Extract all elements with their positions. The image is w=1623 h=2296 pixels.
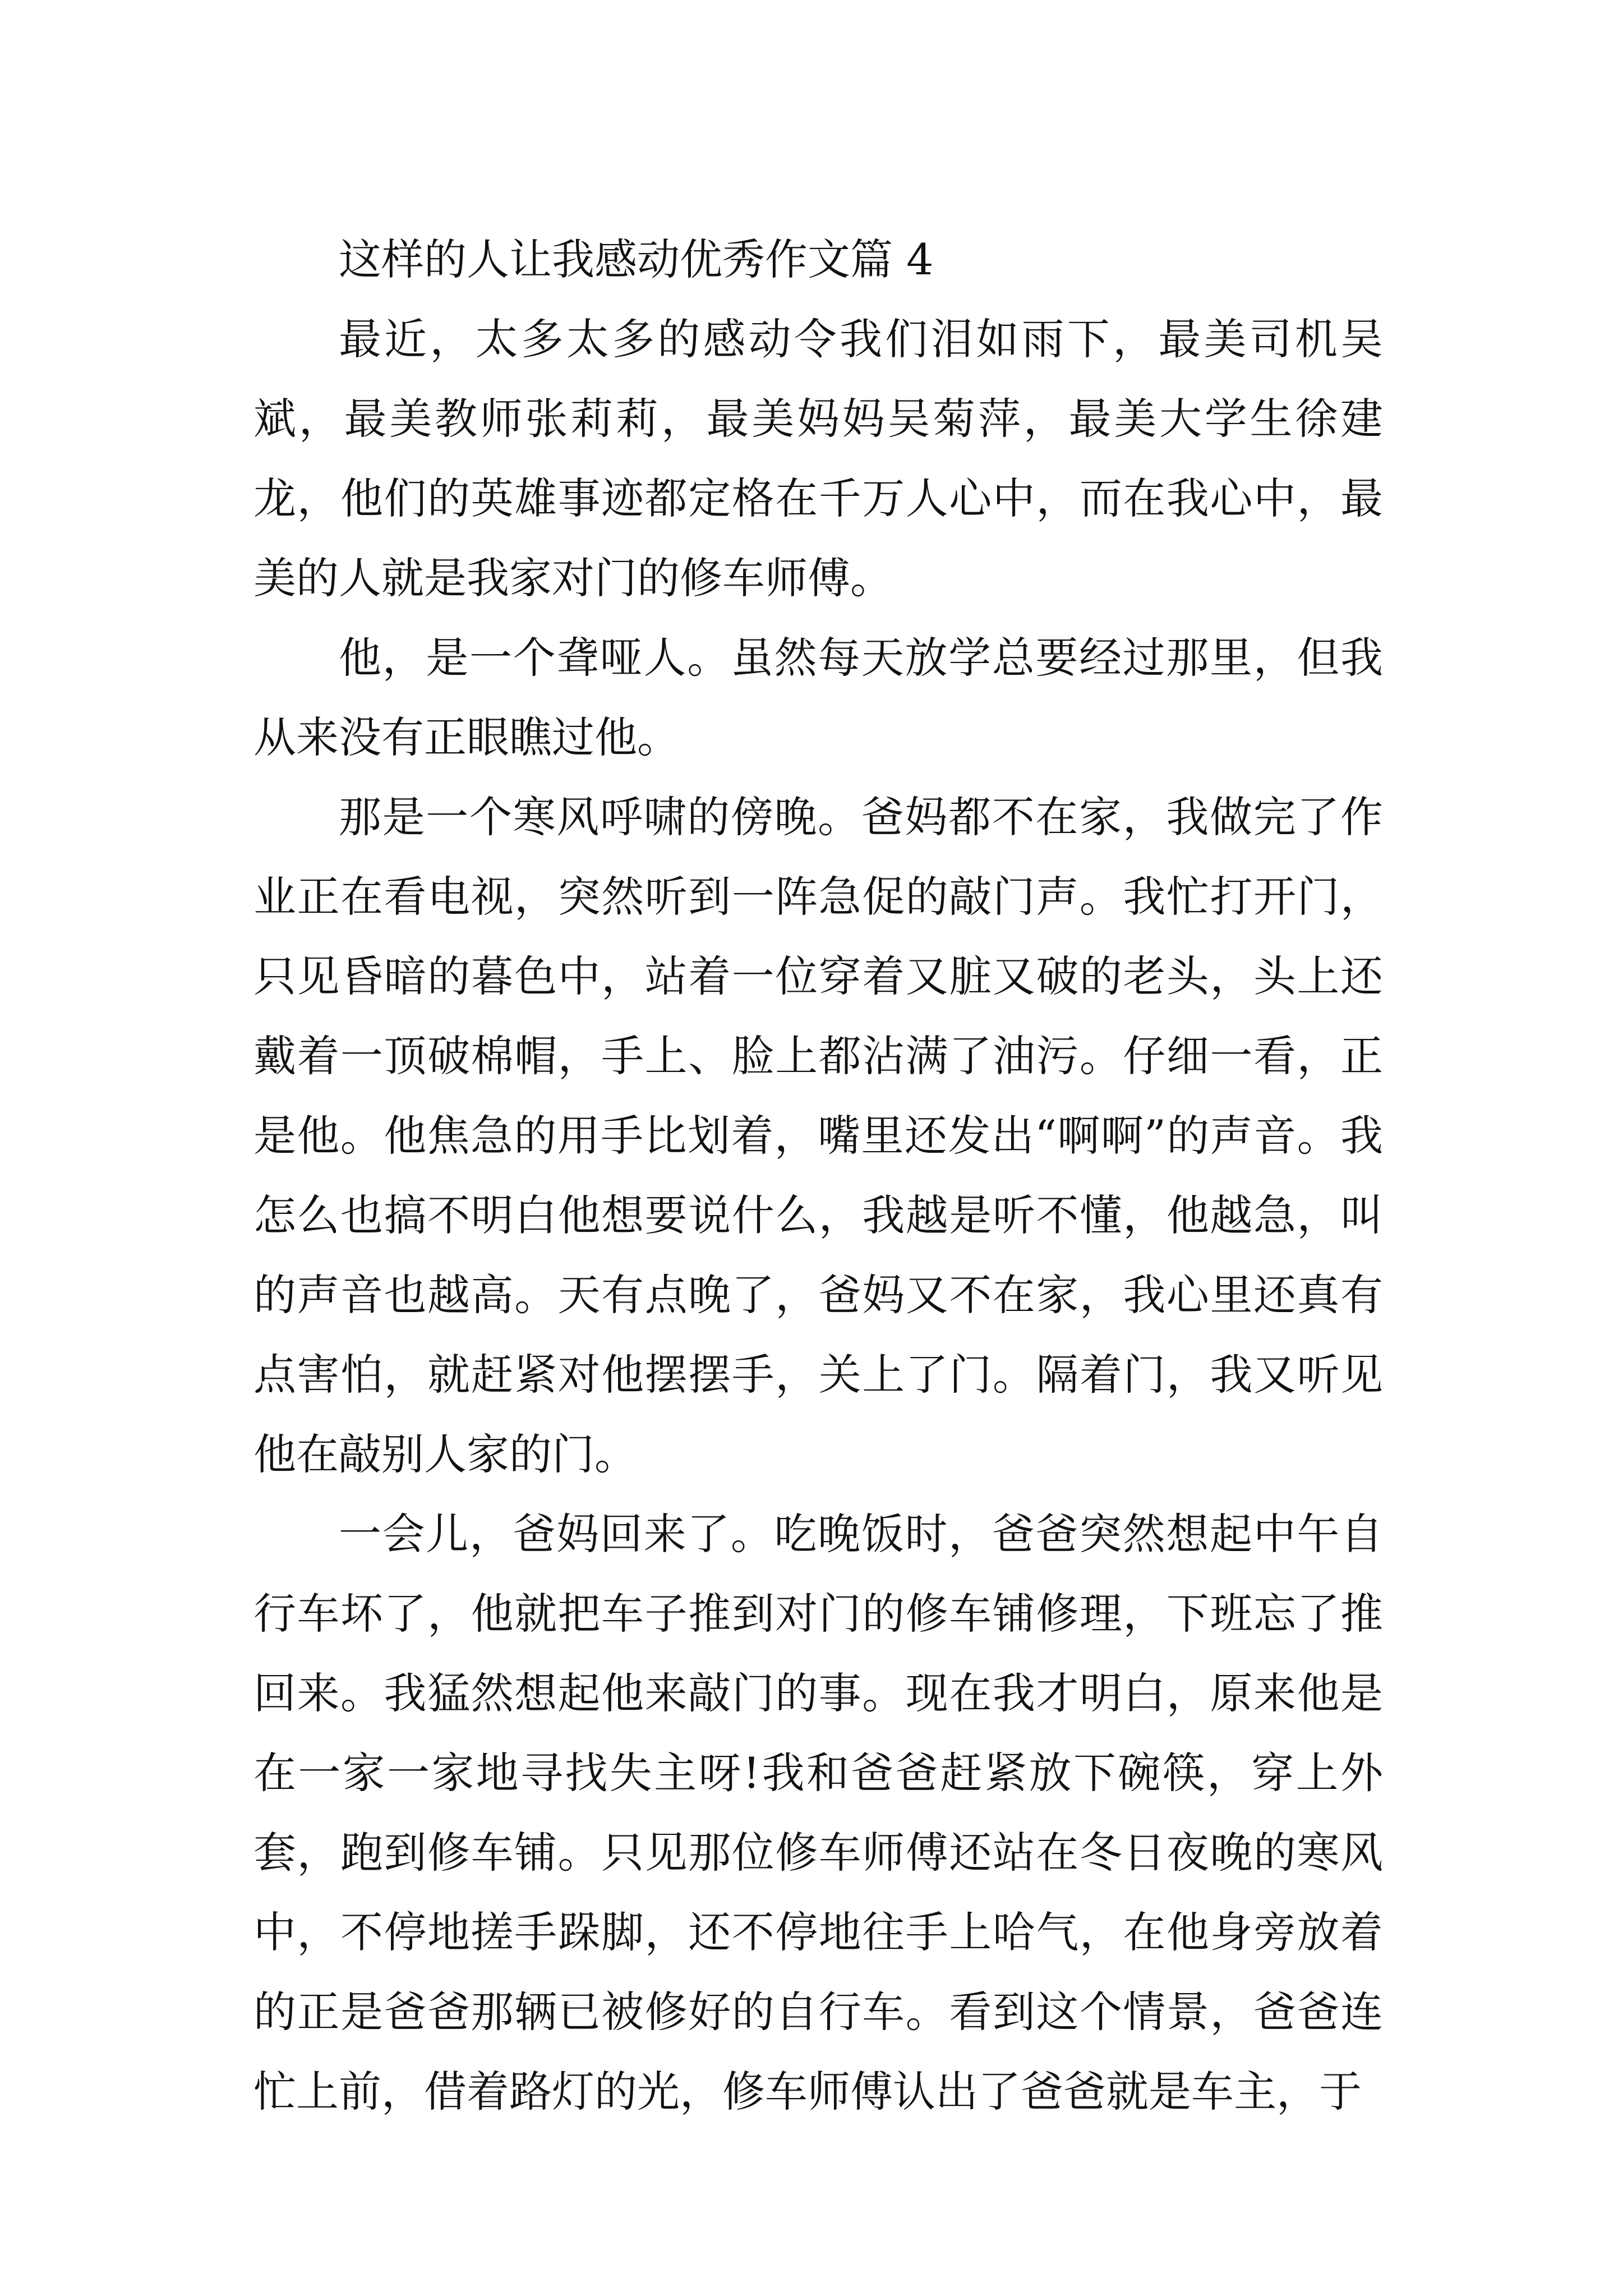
paragraph-2: 他，是一个聋哑人。虽然每天放学总要经过那里，但我从来没有正眼瞧过他。 xyxy=(253,633,1383,762)
paragraph-3: 那是一个寒风呼啸的傍晚。爸妈都不在家，我做完了作业正在看电视，突然听到一阵急促的敲门声。我忙打开门，只见昏暗的暮色中，站着一位穿着又脏又破的老头，头上还戴着一顶破棉帽，手上、脸上都沾满了油污。仔细一看，正是他。他焦急的用手比划着，嘴里还发出“啊啊”的声音。我怎么也搞不明白他想要说什么，我越是听不懂，他越急，叫的声音也越高。天有点晚了，爸妈又不在家，我心里还真有点害怕，就赶紧对他摆摆手，关上了门。隔着门，我又听见他在敲别人家的门。 xyxy=(253,792,1383,1479)
paragraph-1: 最近，太多太多的感动令我们泪如雨下，最美司机吴斌，最美教师张莉莉，最美妈妈吴菊萍，最美大学生徐建龙，他们的英雄事迹都定格在千万人心中，而在我心中，最美的人就是我家对门的修车师傅。 xyxy=(253,314,1383,603)
paragraph-4: 一会儿，爸妈回来了。吃晚饭时，爸爸突然想起中午自行车坏了，他就把车子推到对门的修车铺修理，下班忘了推回来。我猛然想起他来敲门的事。现在我才明白，原来他是在一家一家地寻找失主呀!我和爸爸赶紧放下碗筷，穿上外套，跑到修车铺。只见那位修车师傅还站在冬日夜晚的寒风中，不停地搓手跺脚，还不停地往手上哈气，在他身旁放着的正是爸爸那辆已被修好的自行车。看到这个情景，爸爸连忙上前，借着路灯的光，修车师傅认出了爸爸就是车主，于 xyxy=(253,1509,1383,2116)
document-body xyxy=(253,220,1383,2132)
essay-title: 这样的人让我感动优秀作文篇 4 xyxy=(339,234,934,284)
